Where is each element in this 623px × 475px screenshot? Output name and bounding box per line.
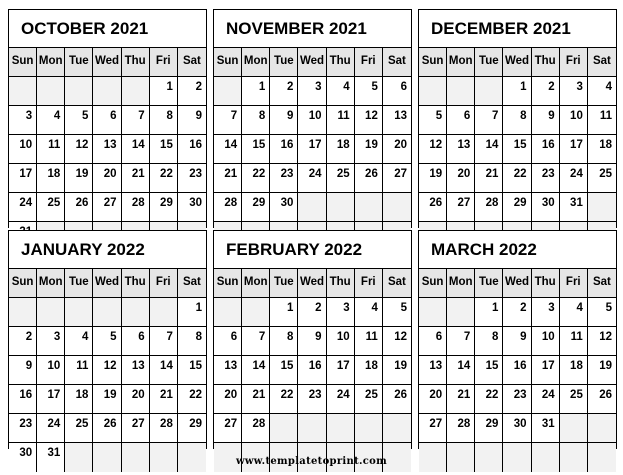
weekday-header: Fri <box>355 48 383 77</box>
day-cell: 8 <box>475 327 503 356</box>
day-cell: 18 <box>65 385 93 414</box>
empty-day-cell <box>9 298 37 327</box>
day-cell: 17 <box>327 356 355 385</box>
empty-day-cell <box>447 298 475 327</box>
day-cell: 15 <box>242 135 270 164</box>
day-cell: 6 <box>447 106 475 135</box>
day-cell: 26 <box>93 414 121 443</box>
weekday-header: Fri <box>150 48 178 77</box>
day-cell: 8 <box>242 106 270 135</box>
day-cell: 27 <box>447 193 475 222</box>
day-cell: 1 <box>503 77 531 106</box>
day-cell: 13 <box>214 356 242 385</box>
day-cell: 16 <box>503 356 531 385</box>
empty-day-cell <box>150 298 178 327</box>
day-cell: 16 <box>9 385 37 414</box>
day-cell: 9 <box>270 106 298 135</box>
day-cell: 21 <box>242 385 270 414</box>
day-cell: 29 <box>178 414 206 443</box>
day-cell: 2 <box>178 77 206 106</box>
day-cell: 27 <box>93 193 121 222</box>
day-cell: 18 <box>560 356 588 385</box>
day-cell: 7 <box>475 106 503 135</box>
day-cell: 14 <box>214 135 242 164</box>
day-cell: 24 <box>327 385 355 414</box>
day-cell: 2 <box>9 327 37 356</box>
day-cell: 5 <box>419 106 447 135</box>
day-cell: 12 <box>588 327 616 356</box>
month-title: DECEMBER 2021 <box>419 10 616 48</box>
day-cell: 14 <box>475 135 503 164</box>
day-cell: 2 <box>270 77 298 106</box>
day-cell: 26 <box>588 385 616 414</box>
month-calendar <box>213 9 412 228</box>
day-cell: 19 <box>419 164 447 193</box>
day-cell: 3 <box>9 106 37 135</box>
empty-day-cell <box>270 414 298 443</box>
day-cell: 28 <box>447 414 475 443</box>
day-cell: 1 <box>150 77 178 106</box>
day-cell: 28 <box>122 193 150 222</box>
day-cell: 25 <box>327 164 355 193</box>
day-cell: 4 <box>355 298 383 327</box>
day-cell: 5 <box>65 106 93 135</box>
day-cell: 21 <box>122 164 150 193</box>
day-cell: 16 <box>178 135 206 164</box>
day-cell: 6 <box>93 106 121 135</box>
empty-day-cell <box>383 193 411 222</box>
month-title: JANUARY 2022 <box>9 231 206 269</box>
day-cell: 14 <box>447 356 475 385</box>
day-cell: 6 <box>383 77 411 106</box>
day-cell: 30 <box>178 193 206 222</box>
day-cell: 19 <box>588 356 616 385</box>
day-cell: 3 <box>560 77 588 106</box>
day-cell: 29 <box>503 193 531 222</box>
day-cell: 3 <box>532 298 560 327</box>
weekday-header: Sat <box>383 48 411 77</box>
day-cell: 5 <box>383 298 411 327</box>
day-cell: 20 <box>214 385 242 414</box>
day-cell: 14 <box>242 356 270 385</box>
day-cell: 31 <box>532 414 560 443</box>
day-cell: 16 <box>298 356 326 385</box>
day-cell: 28 <box>475 193 503 222</box>
empty-day-cell <box>355 414 383 443</box>
empty-day-cell <box>419 77 447 106</box>
day-cell: 29 <box>150 193 178 222</box>
day-grid <box>419 48 616 251</box>
empty-day-cell <box>447 77 475 106</box>
weekday-header: Sun <box>419 48 447 77</box>
day-cell: 22 <box>475 385 503 414</box>
weekday-header: Sat <box>178 269 206 298</box>
weekday-header: Fri <box>355 269 383 298</box>
day-cell: 11 <box>65 356 93 385</box>
weekday-header: Wed <box>298 269 326 298</box>
weekday-header: Fri <box>560 48 588 77</box>
day-cell: 23 <box>178 164 206 193</box>
weekday-header: Fri <box>150 269 178 298</box>
weekday-header: Sat <box>588 48 616 77</box>
day-cell: 14 <box>122 135 150 164</box>
weekday-header: Mon <box>37 269 65 298</box>
weekday-header: Sat <box>178 48 206 77</box>
empty-day-cell <box>588 193 616 222</box>
empty-day-cell <box>298 193 326 222</box>
day-cell: 16 <box>270 135 298 164</box>
day-cell: 11 <box>588 106 616 135</box>
website-footer: www.templatetoprint.com <box>235 456 388 467</box>
day-cell: 25 <box>355 385 383 414</box>
day-grid <box>419 269 616 472</box>
day-cell: 5 <box>355 77 383 106</box>
weekday-header: Wed <box>93 269 121 298</box>
weekday-header: Wed <box>93 48 121 77</box>
day-cell: 1 <box>475 298 503 327</box>
day-cell: 6 <box>419 327 447 356</box>
day-cell: 28 <box>214 193 242 222</box>
month-title: MARCH 2022 <box>419 231 616 269</box>
day-cell: 10 <box>327 327 355 356</box>
day-cell: 24 <box>560 164 588 193</box>
day-cell: 8 <box>503 106 531 135</box>
day-cell: 5 <box>588 298 616 327</box>
day-cell: 7 <box>242 327 270 356</box>
day-cell: 22 <box>242 164 270 193</box>
day-cell: 15 <box>270 356 298 385</box>
day-cell: 17 <box>532 356 560 385</box>
day-cell: 25 <box>560 385 588 414</box>
day-cell: 7 <box>447 327 475 356</box>
day-cell: 13 <box>383 106 411 135</box>
weekday-header: Thu <box>327 269 355 298</box>
day-cell: 6 <box>122 327 150 356</box>
day-cell: 27 <box>214 414 242 443</box>
day-cell: 21 <box>447 385 475 414</box>
day-cell: 27 <box>383 164 411 193</box>
weekday-header: Thu <box>532 269 560 298</box>
day-cell: 29 <box>242 193 270 222</box>
month-title: OCTOBER 2021 <box>9 10 206 48</box>
day-cell: 23 <box>270 164 298 193</box>
day-cell: 15 <box>150 135 178 164</box>
day-cell: 26 <box>383 385 411 414</box>
day-cell: 27 <box>419 414 447 443</box>
month-calendar <box>418 9 617 228</box>
day-cell: 6 <box>214 327 242 356</box>
day-cell: 19 <box>93 385 121 414</box>
day-cell: 4 <box>65 327 93 356</box>
weekday-header: Sun <box>9 269 37 298</box>
empty-day-cell <box>327 414 355 443</box>
empty-day-cell <box>214 298 242 327</box>
weekday-header: Wed <box>503 269 531 298</box>
day-cell: 23 <box>9 414 37 443</box>
day-cell: 21 <box>475 164 503 193</box>
empty-day-cell <box>122 298 150 327</box>
empty-day-cell <box>242 298 270 327</box>
day-cell: 13 <box>122 356 150 385</box>
weekday-header: Tue <box>475 269 503 298</box>
weekday-header: Tue <box>65 269 93 298</box>
day-cell: 17 <box>37 385 65 414</box>
day-cell: 23 <box>503 385 531 414</box>
day-cell: 26 <box>65 193 93 222</box>
day-cell: 9 <box>503 327 531 356</box>
day-cell: 24 <box>298 164 326 193</box>
day-cell: 25 <box>588 164 616 193</box>
empty-day-cell <box>93 298 121 327</box>
weekday-header: Thu <box>122 269 150 298</box>
day-cell: 9 <box>532 106 560 135</box>
weekday-header: Sun <box>9 48 37 77</box>
day-grid <box>9 269 206 472</box>
day-grid <box>214 269 411 472</box>
day-cell: 22 <box>503 164 531 193</box>
day-cell: 20 <box>93 164 121 193</box>
day-cell: 26 <box>355 164 383 193</box>
empty-day-cell <box>475 77 503 106</box>
day-cell: 25 <box>65 414 93 443</box>
empty-day-cell <box>355 193 383 222</box>
day-cell: 18 <box>355 356 383 385</box>
day-cell: 9 <box>9 356 37 385</box>
weekday-header: Sat <box>383 269 411 298</box>
day-cell: 29 <box>475 414 503 443</box>
day-cell: 1 <box>270 298 298 327</box>
weekday-header: Mon <box>242 48 270 77</box>
day-cell: 11 <box>37 135 65 164</box>
weekday-header: Thu <box>327 48 355 77</box>
day-cell: 13 <box>93 135 121 164</box>
day-cell: 12 <box>65 135 93 164</box>
day-cell: 22 <box>150 164 178 193</box>
empty-day-cell <box>122 77 150 106</box>
weekday-header: Tue <box>475 48 503 77</box>
day-cell: 17 <box>9 164 37 193</box>
day-cell: 17 <box>560 135 588 164</box>
weekday-header: Sun <box>419 269 447 298</box>
day-cell: 10 <box>532 327 560 356</box>
day-cell: 23 <box>532 164 560 193</box>
empty-day-cell <box>560 414 588 443</box>
day-cell: 30 <box>532 193 560 222</box>
day-cell: 28 <box>150 414 178 443</box>
day-cell: 7 <box>122 106 150 135</box>
day-grid <box>214 48 411 251</box>
day-cell: 20 <box>383 135 411 164</box>
day-cell: 18 <box>37 164 65 193</box>
weekday-header: Sun <box>214 269 242 298</box>
empty-day-cell <box>65 298 93 327</box>
day-cell: 10 <box>560 106 588 135</box>
day-cell: 3 <box>327 298 355 327</box>
empty-day-cell <box>214 77 242 106</box>
day-cell: 24 <box>37 414 65 443</box>
day-cell: 26 <box>419 193 447 222</box>
day-cell: 13 <box>447 135 475 164</box>
weekday-header: Wed <box>503 48 531 77</box>
day-cell: 15 <box>475 356 503 385</box>
month-calendar <box>8 9 207 228</box>
month-title: NOVEMBER 2021 <box>214 10 411 48</box>
day-cell: 1 <box>178 298 206 327</box>
day-cell: 18 <box>327 135 355 164</box>
day-cell: 11 <box>560 327 588 356</box>
day-cell: 16 <box>532 135 560 164</box>
day-cell: 4 <box>588 77 616 106</box>
month-calendar <box>8 230 207 459</box>
day-cell: 15 <box>178 356 206 385</box>
day-cell: 10 <box>298 106 326 135</box>
day-cell: 12 <box>355 106 383 135</box>
day-cell: 2 <box>298 298 326 327</box>
day-cell: 11 <box>355 327 383 356</box>
day-cell: 9 <box>178 106 206 135</box>
day-cell: 19 <box>355 135 383 164</box>
day-cell: 19 <box>65 164 93 193</box>
month-calendar <box>418 230 617 449</box>
day-cell: 18 <box>588 135 616 164</box>
day-cell: 19 <box>383 356 411 385</box>
day-cell: 14 <box>150 356 178 385</box>
day-cell: 22 <box>178 385 206 414</box>
day-cell: 20 <box>447 164 475 193</box>
day-cell: 11 <box>327 106 355 135</box>
empty-day-cell <box>327 193 355 222</box>
empty-day-cell <box>93 77 121 106</box>
day-grid <box>9 48 206 251</box>
day-cell: 3 <box>298 77 326 106</box>
weekday-header: Thu <box>122 48 150 77</box>
day-cell: 10 <box>9 135 37 164</box>
day-cell: 8 <box>178 327 206 356</box>
day-cell: 12 <box>419 135 447 164</box>
day-cell: 23 <box>298 385 326 414</box>
day-cell: 20 <box>419 385 447 414</box>
day-cell: 4 <box>327 77 355 106</box>
day-cell: 13 <box>419 356 447 385</box>
day-cell: 5 <box>93 327 121 356</box>
day-cell: 4 <box>560 298 588 327</box>
day-cell: 22 <box>270 385 298 414</box>
day-cell: 2 <box>503 298 531 327</box>
day-cell: 30 <box>270 193 298 222</box>
day-cell: 1 <box>242 77 270 106</box>
day-cell: 28 <box>242 414 270 443</box>
empty-day-cell <box>383 414 411 443</box>
day-cell: 21 <box>150 385 178 414</box>
day-cell: 8 <box>150 106 178 135</box>
empty-day-cell <box>419 298 447 327</box>
weekday-header: Tue <box>270 269 298 298</box>
weekday-header: Mon <box>242 269 270 298</box>
day-cell: 2 <box>532 77 560 106</box>
weekday-header: Tue <box>65 48 93 77</box>
empty-day-cell <box>588 414 616 443</box>
day-cell: 24 <box>9 193 37 222</box>
month-title: FEBRUARY 2022 <box>214 231 411 269</box>
day-cell: 7 <box>150 327 178 356</box>
weekday-header: Thu <box>532 48 560 77</box>
day-cell: 9 <box>298 327 326 356</box>
day-cell: 12 <box>93 356 121 385</box>
day-cell: 31 <box>37 443 65 472</box>
day-cell: 10 <box>37 356 65 385</box>
weekday-header: Mon <box>447 269 475 298</box>
empty-day-cell <box>9 77 37 106</box>
day-cell: 20 <box>122 385 150 414</box>
day-cell: 31 <box>560 193 588 222</box>
month-calendar <box>213 230 412 449</box>
day-cell: 21 <box>214 164 242 193</box>
day-cell: 12 <box>383 327 411 356</box>
day-cell: 8 <box>270 327 298 356</box>
day-cell: 30 <box>503 414 531 443</box>
weekday-header: Fri <box>560 269 588 298</box>
weekday-header: Sun <box>214 48 242 77</box>
empty-day-cell <box>37 298 65 327</box>
empty-day-cell <box>37 77 65 106</box>
weekday-header: Mon <box>447 48 475 77</box>
day-cell: 17 <box>298 135 326 164</box>
day-cell: 4 <box>37 106 65 135</box>
day-cell: 27 <box>122 414 150 443</box>
weekday-header: Sat <box>588 269 616 298</box>
day-cell: 25 <box>37 193 65 222</box>
empty-day-cell <box>298 414 326 443</box>
day-cell: 7 <box>214 106 242 135</box>
empty-day-cell <box>65 77 93 106</box>
weekday-header: Tue <box>270 48 298 77</box>
day-cell: 30 <box>9 443 37 472</box>
day-cell: 24 <box>532 385 560 414</box>
weekday-header: Wed <box>298 48 326 77</box>
day-cell: 3 <box>37 327 65 356</box>
weekday-header: Mon <box>37 48 65 77</box>
day-cell: 15 <box>503 135 531 164</box>
